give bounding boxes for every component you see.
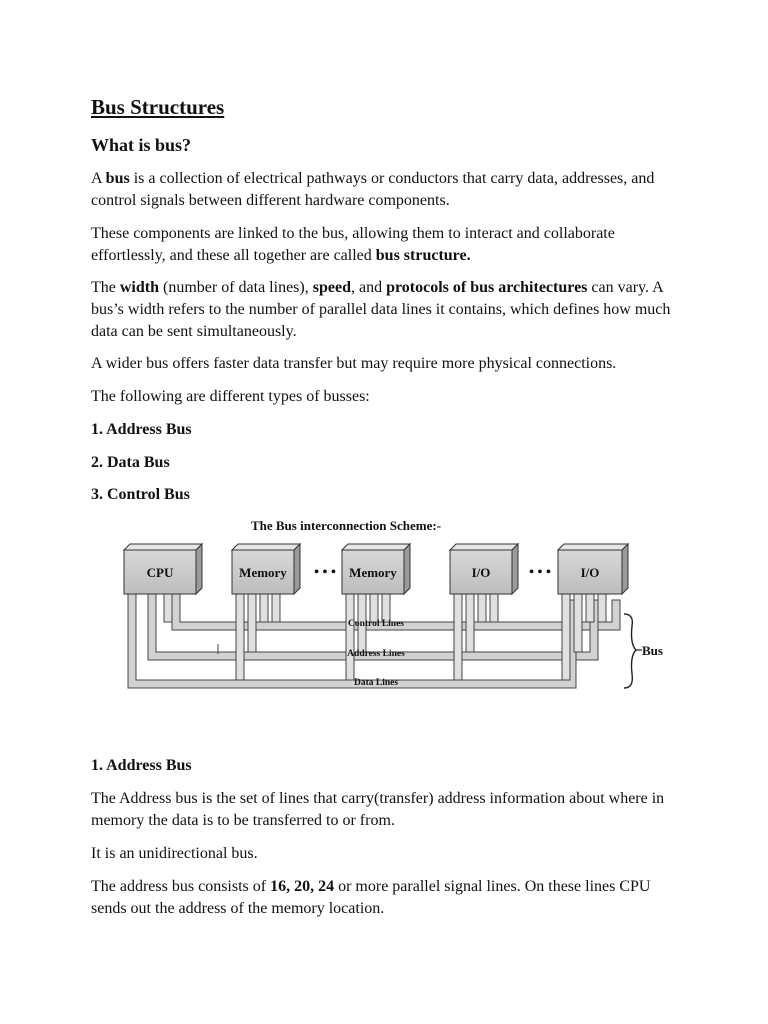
box-io-2	[558, 544, 628, 594]
list-item-address-bus: 1. Address Bus	[91, 421, 192, 438]
box-label-io-1: I/O	[471, 565, 491, 580]
box-label-memory-1: Memory	[239, 565, 287, 580]
list-item-data-bus: 2. Data Bus	[91, 454, 170, 471]
diagram-caption: The Bus interconnection Scheme:-	[250, 518, 442, 533]
paragraph-address-bus-definition: The Address bus is the set of lines that carry(transfer) address information about where in memory the data is to be transferred to or from.	[91, 790, 665, 829]
bus-diagram-svg	[120, 514, 670, 694]
label-control-lines: Control Lines	[347, 619, 405, 629]
subheading-what-is-bus: What is bus?	[91, 135, 192, 155]
label-bus: Bus	[642, 643, 663, 658]
component-boxes	[124, 544, 628, 594]
list-item-control-bus: 3. Control Bus	[91, 486, 190, 503]
page-title: Bus Structures	[91, 95, 225, 119]
box-label-io-2: I/O	[580, 565, 600, 580]
bus-brace-shape	[624, 614, 636, 688]
box-label-memory-2: Memory	[349, 565, 397, 580]
label-data-lines: Data Lines	[353, 678, 399, 688]
bus-interconnection-diagram	[120, 514, 670, 694]
box-cpu	[124, 544, 202, 594]
section-heading-address-bus: 1. Address Bus	[91, 757, 192, 774]
paragraph-bus-structure: These components are linked to the bus, allowing them to interact and collaborate effortlessly, and these all together are called bus structure.	[91, 225, 615, 264]
ellipsis-memory: • • •	[314, 565, 336, 580]
label-address-lines: Address Lines	[347, 649, 405, 659]
paragraph-bus-width: The width (number of data lines), speed, and protocols of bus architectures can vary. A bus’s width refers to the number of parallel data lines it contains, which defines how much data can be sent simultaneously.	[91, 279, 671, 340]
box-label-cpu: CPU	[146, 565, 174, 580]
paragraph-wider-bus: A wider bus offers faster data transfer but may require more physical connections.	[91, 355, 617, 372]
document-page	[91, 92, 681, 920]
box-memory-2	[342, 544, 410, 594]
paragraph-address-lines: The address bus consists of 16, 20, 24 or more parallel signal lines. On these lines CPU sends out the address of the memory location.	[91, 878, 651, 917]
ellipsis-io: • • •	[529, 565, 551, 580]
paragraph-unidirectional: It is an unidirectional bus.	[91, 845, 258, 862]
box-io-1	[450, 544, 518, 594]
connector-stubs	[164, 582, 606, 680]
box-memory-1	[232, 544, 300, 594]
paragraph-types-intro: The following are different types of busses:	[91, 388, 370, 405]
paragraph-bus-definition: A bus is a collection of electrical pathways or conductors that carry data, addresses, and control signals between different hardware components.	[91, 170, 655, 209]
